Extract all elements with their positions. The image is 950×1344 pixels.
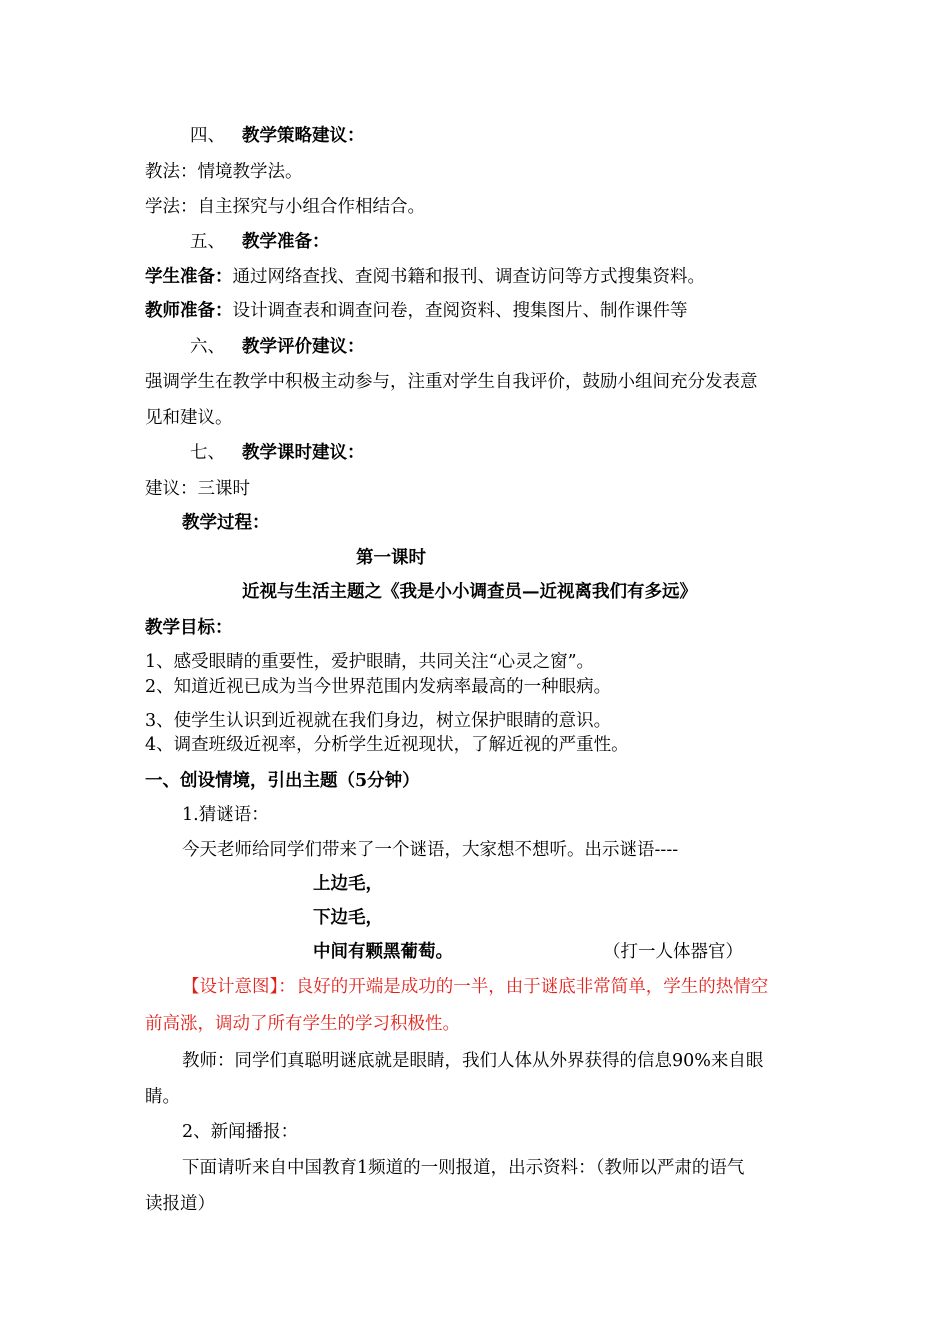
lesson-title: 第一课时 [356, 548, 426, 568]
section-title: 教学策略建议： [242, 126, 365, 146]
riddle-hint: （打一人体器官） [603, 942, 743, 962]
news-label: 2、新闻播报： [182, 1122, 299, 1142]
lesson-hours: 建议：三课时 [145, 479, 250, 499]
evaluation-line-2: 见和建议。 [145, 408, 233, 428]
news-line-1: 下面请听来自中国教育1频道的一则报道，出示资料：（教师以严肃的语气 [182, 1158, 745, 1178]
section-number: 六、 [190, 337, 225, 357]
riddle-intro: 今天老师给同学们带来了一个谜语，大家想不想听。出示谜语---- [182, 840, 679, 860]
riddle-last-line [313, 940, 743, 964]
design-intent-line-1 [182, 975, 768, 999]
teacher-preparation [145, 299, 688, 323]
goal-item: 3、使学生认识到近视就在我们身边，树立保护眼睛的意识。 [145, 711, 612, 731]
riddle-line: 中间有颗黑葡萄。 [313, 942, 453, 962]
riddle-line: 下边毛， [313, 908, 383, 928]
teacher-line-2: 睛。 [145, 1087, 180, 1107]
goals-heading: 教学目标： [145, 618, 233, 638]
label: 学生准备： [145, 267, 233, 287]
part-1-heading: 一、创设情境，引出主题（5分钟） [145, 771, 420, 791]
student-preparation [145, 265, 705, 289]
section-title: 教学评价建议： [242, 337, 365, 357]
section-7-heading [190, 441, 365, 465]
section-4-heading [190, 124, 365, 148]
riddle-label: 1.猜谜语： [182, 805, 269, 825]
news-line-2: 读报道） [145, 1194, 215, 1214]
section-title: 教学准备： [242, 232, 330, 252]
section-6-heading [190, 335, 365, 359]
text: 设计调查表和调查问卷，查阅资料、搜集图片、制作课件等 [232, 301, 688, 321]
teaching-process-heading: 教学过程： [182, 513, 270, 533]
label: 教师准备： [145, 301, 233, 321]
text: 通过网络查找、查阅书籍和报刊、调查访问等方式搜集资料。 [232, 267, 705, 287]
evaluation-line-1: 强调学生在教学中积极主动参与，注重对学生自我评价，鼓励小组间充分发表意 [145, 372, 758, 392]
goal-item: 1、感受眼睛的重要性，爱护眼睛，共同关注“心灵之窗”。 [145, 652, 595, 672]
goal-item: 2、知道近视已成为当今世界范围内发病率最高的一种眼病。 [145, 677, 612, 697]
section-title: 教学课时建议： [242, 443, 365, 463]
goal-item: 4、调查班级近视率，分析学生近视现状，了解近视的严重性。 [145, 735, 629, 755]
design-intent-text: ：良好的开端是成功的一半，由于谜底非常简单，学生的热情空 [278, 977, 769, 997]
design-intent-label: 【设计意图】 [182, 977, 279, 997]
learning-method: 学法：自主探究与小组合作相结合。 [145, 197, 425, 217]
section-5-heading [190, 230, 330, 254]
section-number: 七、 [190, 443, 225, 463]
riddle-line: 上边毛， [313, 874, 383, 894]
section-number: 五、 [190, 232, 225, 252]
teaching-method: 教法：情境教学法。 [145, 162, 303, 182]
topic-title: 近视与生活主题之《我是小小调查员—近视离我们有多远》 [242, 582, 697, 602]
design-intent-line-2: 前高涨，调动了所有学生的学习积极性。 [145, 1014, 460, 1034]
teacher-line-1: 教师：同学们真聪明谜底就是眼睛，我们人体从外界获得的信息90%来自眼 [182, 1051, 764, 1071]
section-number: 四、 [190, 126, 225, 146]
